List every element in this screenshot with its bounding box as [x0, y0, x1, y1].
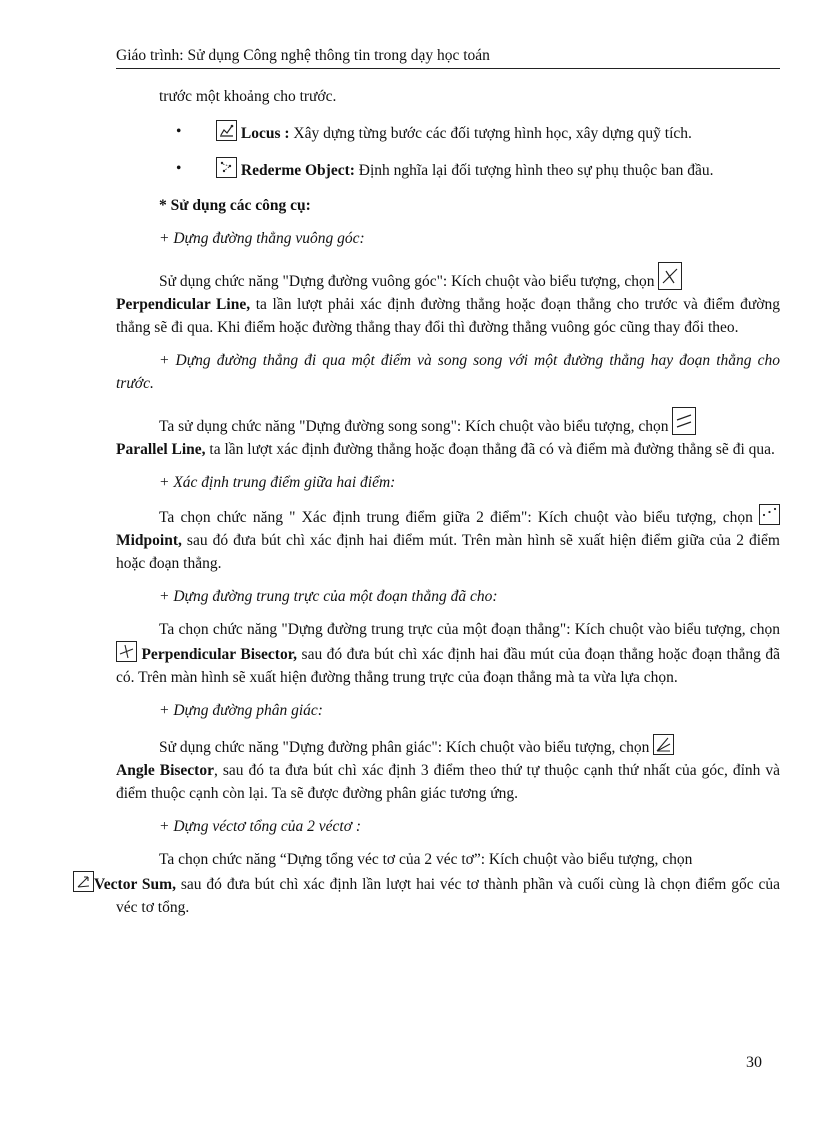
bullet-dot: • — [176, 123, 182, 140]
locus-description: Xây dựng từng bước các đối tượng hình học, xây dựng quỹ tích. — [289, 125, 692, 142]
page-content — [94, 85, 780, 919]
midpoint-icon — [759, 504, 780, 525]
angle-bisector-icon — [653, 734, 674, 755]
paragraph-vector-sum: Ta chọn chức năng “Dựng tổng véc tơ của 2 véc tơ”: Kích chuột vào biểu tượng, chọn Vector Sum, sau đó đưa bút chì xác định lần lượt hai véc tơ thành phần và cuối cùng là chọn điểm gốc của véc tơ tổng. — [116, 848, 780, 919]
paragraph-perpendicular: Sử dụng chức năng "Dựng đường vuông góc": Kích chuột vào biểu tượng, chọn Perpendicular Line, ta lần lượt phải xác định đường thẳng hoặc đoạn thẳng cho trước và điểm đường thẳng sẽ đi qua. Khi điểm hoặc đường thẳng thay đổi thì đường thẳng vuông góc cũng thay đổi theo. — [116, 262, 780, 339]
section-title-angle-bisector: + Dựng đường phân giác: — [159, 702, 323, 719]
tools-heading: * Sử dụng các công cụ: — [159, 197, 311, 214]
bullet-rederme — [116, 157, 780, 182]
midpoint-term: Midpoint, — [116, 532, 182, 549]
paragraph-bisector: Ta chọn chức năng "Dựng đường trung trực của một đoạn thẳng": Kích chuột vào biểu tượng, chọn Perpendicular Bisector, sau đó đưa bút chì xác định hai đầu mút của đoạn thẳng hoặc đoạn thẳng đã có. Trên màn hình sẽ xuất hiện đường thẳng trung trực của đoạn thẳng mà ta vừa lựa chọn. — [116, 621, 780, 686]
paragraph-parallel: Ta sử dụng chức năng "Dựng đường song song": Kích chuột vào biểu tượng, chọn Parallel Line, ta lần lượt xác định đường thẳng hoặc đoạn thẳng đã có và điểm mà đường thẳng sẽ đi qua. — [116, 407, 780, 461]
redefine-object-icon — [216, 157, 237, 178]
paragraph-continuation: trước một khoảng cho trước. — [159, 88, 337, 105]
locus-icon — [216, 120, 237, 141]
perpendicular-bisector-term: Perpendicular Bisector, — [141, 646, 298, 663]
angle-bisector-term: Angle Bisector — [116, 762, 214, 779]
section-title-parallel: + Dựng đường thẳng đi qua một điểm và song song với một đường thẳng hay đoạn thẳng cho trước. — [116, 352, 780, 392]
section-title-bisector: + Dựng đường trung trực của một đoạn thẳng đã cho: — [159, 588, 498, 605]
perpendicular-line-term: Perpendicular Line, — [116, 296, 251, 313]
vector-sum-icon — [73, 871, 94, 892]
parallel-line-term: Parallel Line, — [116, 441, 206, 458]
bullet-locus — [116, 120, 780, 145]
section-title-midpoint: + Xác định trung điểm giữa hai điểm: — [159, 474, 396, 491]
parallel-line-icon — [672, 407, 696, 435]
vector-sum-term: Vector Sum, — [94, 876, 176, 893]
perpendicular-bisector-icon — [116, 641, 137, 662]
paragraph-midpoint: Ta chọn chức năng " Xác định trung điểm giữa 2 điểm": Kích chuột vào biểu tượng, chọn Midpoint, sau đó đưa bút chì xác định hai điểm mút. Trên màn hình sẽ xuất hiện điểm giữa của 2 điểm hoặc đoạn thẳng. — [116, 504, 780, 575]
rederme-description: Định nghĩa lại đối tượng hình theo sự phụ thuộc ban đầu. — [354, 162, 714, 179]
locus-term: Locus : — [240, 125, 290, 142]
section-title-perpendicular: + Dựng đường thẳng vuông góc: — [159, 230, 365, 247]
perpendicular-line-icon — [658, 262, 682, 290]
section-title-vector-sum: + Dựng véctơ tổng của 2 véctơ : — [159, 818, 362, 835]
page-header: Giáo trình: Sử dụng Công nghệ thông tin trong dạy học toán — [116, 47, 780, 69]
rederme-term: Rederme Object: — [240, 162, 355, 179]
page-number: 30 — [746, 1054, 762, 1071]
paragraph-angle-bisector: Sử dụng chức năng "Dựng đường phân giác": Kích chuột vào biểu tượng, chọn Angle Bisector, sau đó ta đưa bút chì xác định 3 điểm theo thứ tự thuộc cạnh thứ nhất của góc, đỉnh và điểm thuộc cạnh còn lại. Ta sẽ được đường phân giác tương ứng. — [116, 734, 780, 805]
bullet-dot: • — [176, 160, 182, 177]
